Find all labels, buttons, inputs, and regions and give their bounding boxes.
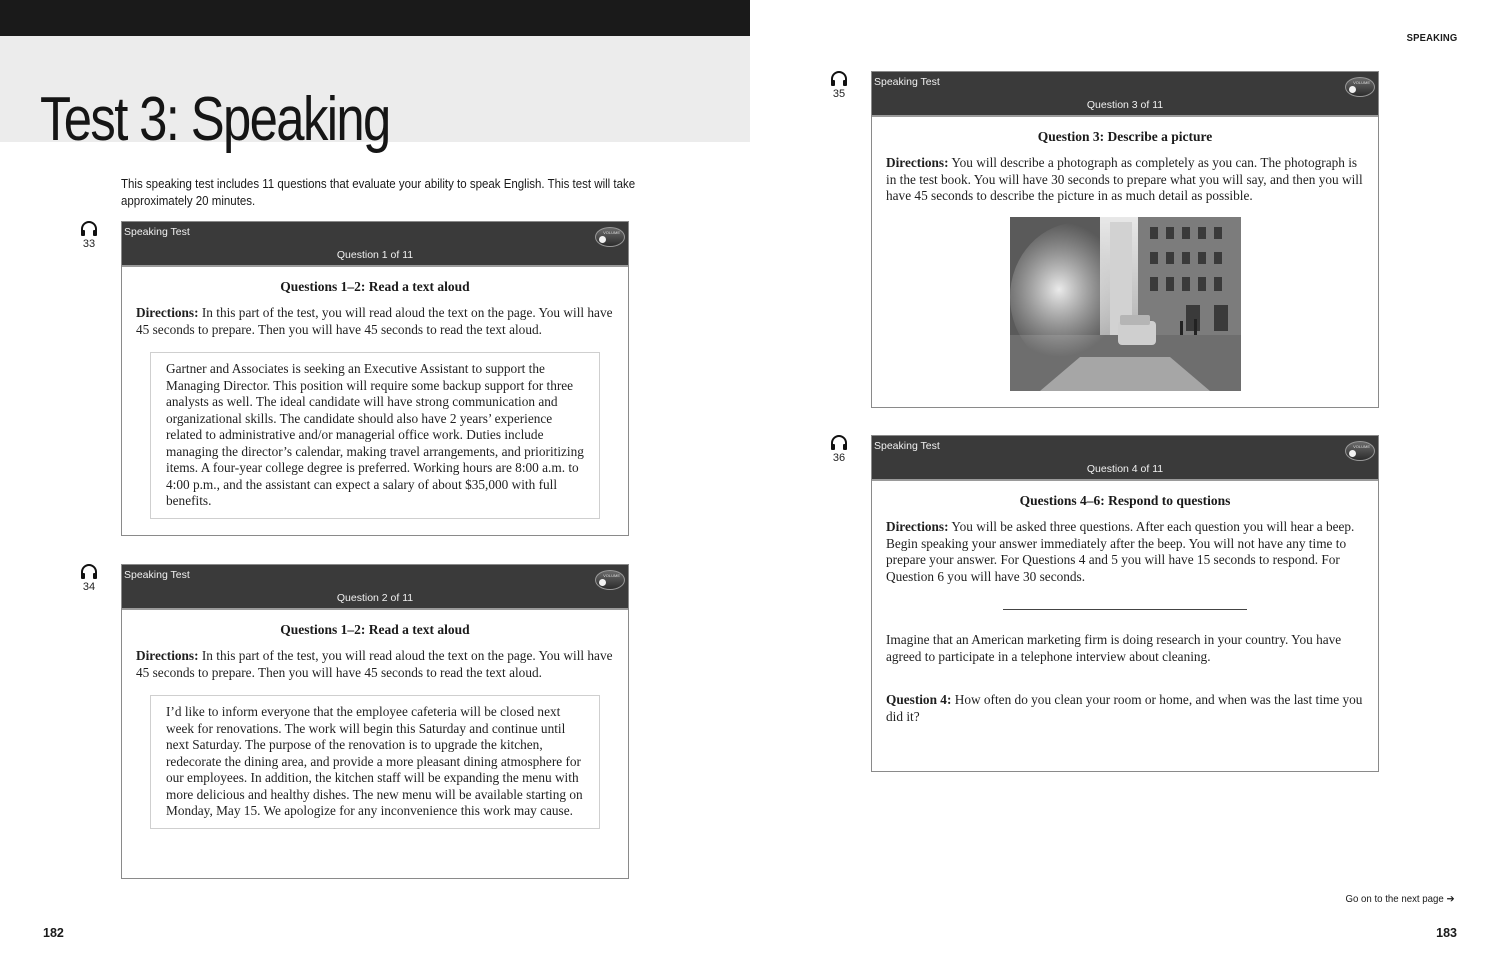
directions — [886, 519, 1364, 585]
directions-label: Directions: — [886, 519, 949, 534]
section-label: SPEAKING — [1406, 32, 1457, 44]
volume-button[interactable] — [1345, 77, 1375, 97]
app-title: Speaking Test — [124, 569, 190, 581]
track-number: 35 — [832, 88, 846, 100]
headphones-icon — [830, 435, 848, 451]
directions-text: In this part of the test, you will read aloud the text on the page. You will have 45 seconds to prepare. Then you will have 45 seconds to read the text aloud. — [136, 648, 613, 680]
directions-label: Directions: — [136, 305, 199, 320]
screen-header — [122, 222, 628, 267]
app-title: Speaking Test — [124, 226, 190, 238]
headphones-icon — [830, 71, 848, 87]
directions-label: Directions: — [886, 155, 949, 170]
audio-track-34[interactable] — [74, 564, 104, 593]
question-heading: Questions 1–2: Read a text aloud — [280, 622, 470, 637]
screen-header — [122, 565, 628, 610]
directions-text: You will be asked three questions. After each question you will hear a beep. Begin speaking your answer immediately after the beep. You will not have any time to prepare your answer. For Questions 4 and 5 you will have 15 seconds to respond. For Question 6 you will have 30 seconds. — [886, 519, 1355, 584]
intro-text: This speaking test includes 11 questions that evaluate your ability to speak English. This test will take approximately 20 minutes. — [121, 177, 636, 208]
question-heading: Questions 1–2: Read a text aloud — [280, 279, 470, 294]
photo-illustration — [1010, 217, 1241, 391]
next-page-link[interactable]: Go on to the next page ➔ — [1345, 893, 1455, 905]
directions-label: Directions: — [136, 648, 199, 663]
volume-label: VOLUME — [1353, 80, 1370, 85]
question-counter: Question 2 of 11 — [336, 592, 414, 604]
left-page-top-bar — [0, 0, 750, 36]
speaker-icon — [599, 579, 606, 586]
question-heading: Question 3: Describe a picture — [1037, 129, 1213, 144]
scenario-text: Imagine that an American marketing firm is doing research in your country. You have agreed to participate in a telephone interview about cleaning. — [886, 632, 1342, 664]
directions-text: In this part of the test, you will read aloud the text on the page. You will have 45 seconds to prepare. Then you will have 45 seconds to read the text aloud. — [136, 305, 613, 337]
screen-header — [872, 72, 1378, 117]
volume-label: VOLUME — [603, 573, 620, 578]
speaking-screen-q4 — [871, 435, 1379, 772]
speaking-screen-q3 — [871, 71, 1379, 408]
audio-track-36[interactable] — [824, 435, 854, 464]
reading-passage: I’d like to inform everyone that the employee cafeteria will be closed next week for renovations. The work will begin this Saturday and continue until next Saturday. The purpose of the renovation is to upgrade the kitchen, redecorate the dining area, and provide a more pleasant dining atmosphere for our employees. In addition, the kitchen staff will be expanding the menu with more delicious and healthy dishes. The new menu will be available starting on Monday, May 15. We apologize for any inconvenience this work may cause. — [150, 695, 600, 829]
track-number: 33 — [82, 238, 96, 250]
speaker-icon — [599, 236, 606, 243]
page-number-left: 182 — [43, 926, 64, 940]
audio-track-33[interactable] — [74, 221, 104, 250]
audio-track-35[interactable] — [824, 71, 854, 100]
headphones-icon — [80, 221, 98, 237]
volume-label: VOLUME — [1353, 444, 1370, 449]
reading-passage: Gartner and Associates is seeking an Executive Assistant to support the Managing Director. This position will require some backup support for three analysts as well. The ideal candidate will have strong communication and organizational skills. The candidate should also have 2 years’ experience related to administrative and/or managerial office work. Duties include managing the director’s calendar, making travel arrangements, and prioritizing items. A four-year college degree is preferred. Working hours are 8:00 a.m. to 4:00 p.m., and the assistant can expect a salary of about $35,000 with full benefits. — [150, 352, 600, 519]
volume-button[interactable] — [595, 227, 625, 247]
speaker-icon — [1349, 86, 1356, 93]
divider — [1003, 609, 1247, 610]
track-number: 34 — [82, 581, 96, 593]
speaking-screen-q2 — [121, 564, 629, 879]
app-title: Speaking Test — [874, 76, 940, 88]
volume-button[interactable] — [595, 570, 625, 590]
directions — [886, 155, 1364, 205]
page-number-right: 183 — [1436, 926, 1457, 940]
page-title: Test 3: Speaking — [40, 85, 390, 154]
question-counter: Question 1 of 11 — [336, 249, 414, 261]
question-heading: Questions 4–6: Respond to questions — [1019, 493, 1231, 508]
directions-text: You will describe a photograph as completely as you can. The photograph is in the test book. You will have 30 seconds to prepare what you will say, and then you will have 45 seconds to describe the picture in as much detail as possible. — [886, 155, 1363, 203]
speaker-icon — [1349, 450, 1356, 457]
question-label: Question 4: — [886, 692, 952, 707]
speaking-screen-q1 — [121, 221, 629, 536]
street-photo — [1010, 217, 1241, 391]
app-title: Speaking Test — [874, 440, 940, 452]
question-prompt — [886, 692, 1364, 725]
question-counter: Question 4 of 11 — [1086, 463, 1164, 475]
track-number: 36 — [832, 452, 846, 464]
question-text: How often do you clean your room or home, and when was the last time you did it? — [886, 692, 1363, 724]
directions — [136, 648, 614, 681]
volume-button[interactable] — [1345, 441, 1375, 461]
headphones-icon — [80, 564, 98, 580]
directions — [136, 305, 614, 338]
screen-header — [872, 436, 1378, 481]
volume-label: VOLUME — [603, 230, 620, 235]
question-counter: Question 3 of 11 — [1086, 99, 1164, 111]
